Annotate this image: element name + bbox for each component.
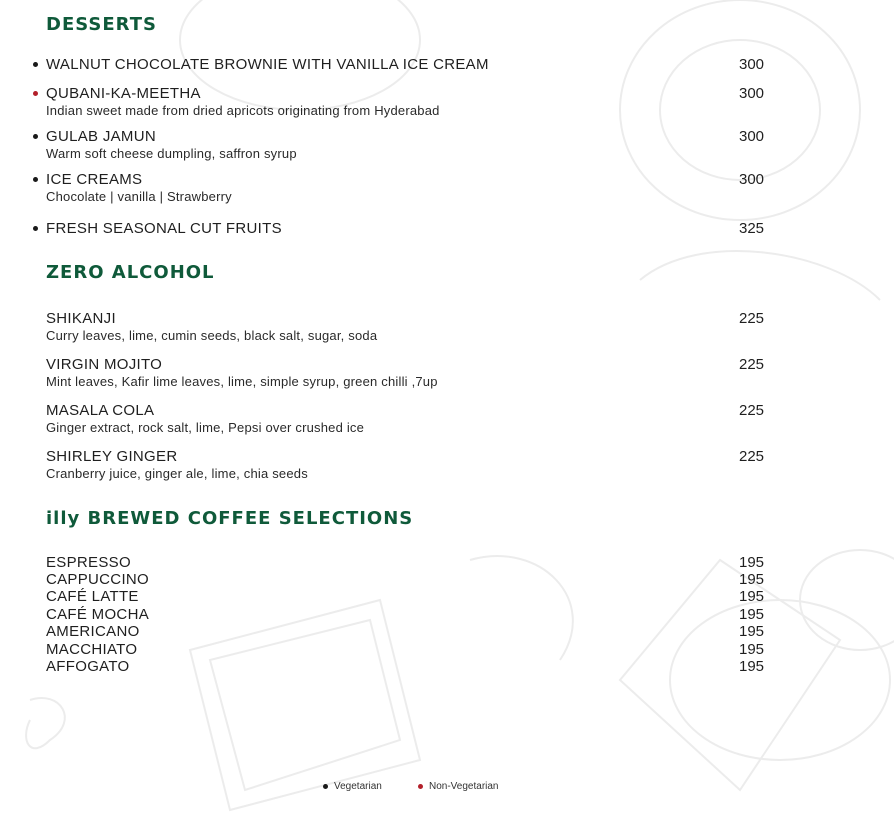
menu-item [0, 220, 894, 260]
nonveg-dot-icon [418, 784, 423, 789]
item-name: CAFÉ LATTE [46, 588, 139, 605]
coffee-row [0, 606, 894, 623]
veg-dot-icon [33, 62, 38, 67]
section-title-coffee: illy BREWED COFFEE SELECTIONS [46, 508, 414, 529]
item-price: 195 [739, 658, 765, 675]
item-price: 195 [739, 588, 765, 605]
section-title-desserts: DESSERTS [46, 14, 157, 35]
menu-item [0, 402, 894, 442]
menu-item [0, 310, 894, 350]
item-name: VIRGIN MOJITO [46, 356, 163, 373]
legend-nonveg-label: Non-Vegetarian [429, 781, 499, 792]
item-name: MACCHIATO [46, 641, 138, 658]
menu-item [0, 85, 894, 125]
legend-nonveg [418, 781, 499, 792]
legend-veg [323, 781, 382, 792]
menu-item [0, 171, 894, 211]
coffee-row [0, 554, 894, 571]
nonveg-dot-icon [33, 91, 38, 96]
item-price: 225 [739, 310, 765, 327]
veg-dot-icon [33, 226, 38, 231]
item-description: Ginger extract, rock salt, lime, Pepsi over crushed ice [46, 420, 365, 435]
item-name: WALNUT CHOCOLATE BROWNIE WITH VANILLA ICE CREAM [46, 56, 489, 73]
item-description: Chocolate | vanilla | Strawberry [46, 189, 232, 204]
section-title-zero-alcohol: ZERO ALCOHOL [46, 262, 215, 283]
menu-item [0, 356, 894, 396]
item-price: 195 [739, 623, 765, 640]
item-name: FRESH SEASONAL CUT FRUITS [46, 220, 282, 237]
item-name: ICE CREAMS [46, 171, 143, 188]
veg-dot-icon [33, 134, 38, 139]
item-description: Cranberry juice, ginger ale, lime, chia seeds [46, 466, 308, 481]
coffee-row [0, 571, 894, 588]
item-price: 225 [739, 402, 765, 419]
item-name: AMERICANO [46, 623, 140, 640]
item-name: ESPRESSO [46, 554, 131, 571]
menu-item [0, 448, 894, 488]
item-price: 195 [739, 606, 765, 623]
item-name: SHIRLEY GINGER [46, 448, 178, 465]
item-price: 195 [739, 571, 765, 588]
item-price: 325 [739, 220, 765, 237]
item-description: Curry leaves, lime, cumin seeds, black salt, sugar, soda [46, 328, 378, 343]
item-price: 195 [739, 641, 765, 658]
item-price: 300 [739, 85, 765, 102]
item-price: 300 [739, 56, 765, 73]
item-price: 225 [739, 448, 765, 465]
legend-veg-label: Vegetarian [334, 781, 382, 792]
item-price: 195 [739, 554, 765, 571]
item-name: MASALA COLA [46, 402, 155, 419]
item-description: Mint leaves, Kafir lime leaves, lime, simple syrup, green chilli ,7up [46, 374, 438, 389]
item-name: GULAB JAMUN [46, 128, 156, 145]
item-price: 225 [739, 356, 765, 373]
coffee-row [0, 658, 894, 675]
coffee-row [0, 623, 894, 640]
item-price: 300 [739, 128, 765, 145]
veg-dot-icon [33, 177, 38, 182]
item-name: QUBANI-KA-MEETHA [46, 85, 201, 102]
item-description: Warm soft cheese dumpling, saffron syrup [46, 146, 297, 161]
item-description: Indian sweet made from dried apricots originating from Hyderabad [46, 103, 440, 118]
item-name: SHIKANJI [46, 310, 116, 327]
coffee-row [0, 641, 894, 658]
item-price: 300 [739, 171, 765, 188]
item-name: CAPPUCCINO [46, 571, 150, 588]
coffee-row [0, 588, 894, 605]
veg-dot-icon [323, 784, 328, 789]
item-name: CAFÉ MOCHA [46, 606, 150, 623]
menu-item [0, 128, 894, 168]
item-name: AFFOGATO [46, 658, 130, 675]
